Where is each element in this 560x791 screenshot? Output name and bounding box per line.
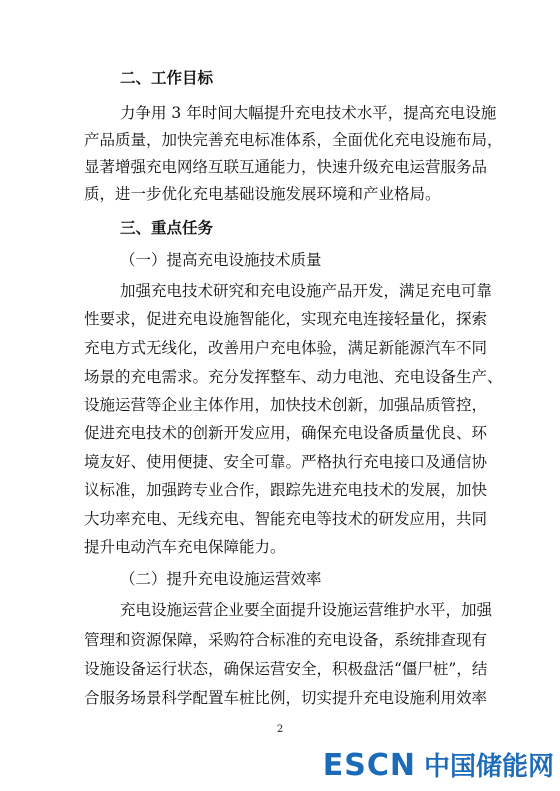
paragraph-line: 力争用 3 年时间大幅提升充电技术水平，提高充电设施 xyxy=(120,104,497,122)
paragraph-line: 提升电动汽车充电保障能力。 xyxy=(84,538,286,556)
paragraph-line: 境友好、使用便捷、安全可靠。严格执行充电接口及通信协 xyxy=(84,453,488,471)
page-number: 2 xyxy=(276,724,284,735)
paragraph-line: 充电设施运营企业要全面提升设施运营维护水平，加强 xyxy=(120,601,493,619)
watermark-latin-text: ESCN xyxy=(322,748,416,783)
paragraph-line: 大功率充电、无线充电、智能充电等技术的研发应用，共同 xyxy=(84,510,488,528)
paragraph-line: 设施设备运行状态，确保运营安全，积极盘活“僵尸桩”，结 xyxy=(84,660,488,678)
paragraph-line: 管理和资源保障，采购符合标准的充电设备，系统排查现有 xyxy=(84,631,488,649)
paragraph-line: 产品质量，加快完善充电标准体系，全面优化充电设施布局， xyxy=(84,131,503,149)
section-heading-tasks: 三、重点任务 xyxy=(120,219,214,237)
subsection-heading-2: （二）提升充电设施运营效率 xyxy=(120,570,322,588)
section-heading-goals: 二、工作目标 xyxy=(120,69,214,87)
watermark-chinese-text: 中国储能网 xyxy=(423,752,554,782)
paragraph-line: 质，进一步优化充电基础设施发展环境和产业格局。 xyxy=(84,185,441,203)
paragraph-line: 合服务场景科学配置车桩比例，切实提升充电设施利用效率 xyxy=(84,689,488,707)
paragraph-line: 促进充电技术的创新开发应用，确保充电设备质量优良、环 xyxy=(84,424,488,442)
paragraph-line: 议标准，加强跨专业合作，跟踪先进充电技术的发展，加快 xyxy=(84,481,488,499)
watermark-logo xyxy=(323,746,554,783)
paragraph-line: 显著增强充电网络互联互通能力，快速升级充电运营服务品 xyxy=(84,158,488,176)
paragraph-line: 充电方式无线化，改善用户充电体验，满足新能源汽车不同 xyxy=(84,339,488,357)
subsection-heading-1: （一）提高充电设施技术质量 xyxy=(120,251,322,269)
paragraph-line: 设施运营等企业主体作用，加快技术创新，加强品质管控， xyxy=(84,396,488,414)
paragraph-line: 加强充电技术研究和充电设施产品开发，满足充电可靠 xyxy=(120,282,493,300)
paragraph-line: 场景的充电需求。充分发挥整车、动力电池、充电设备生产、 xyxy=(84,368,503,386)
paragraph-line: 性要求，促进充电设施智能化，实现充电连接轻量化，探索 xyxy=(84,310,488,328)
